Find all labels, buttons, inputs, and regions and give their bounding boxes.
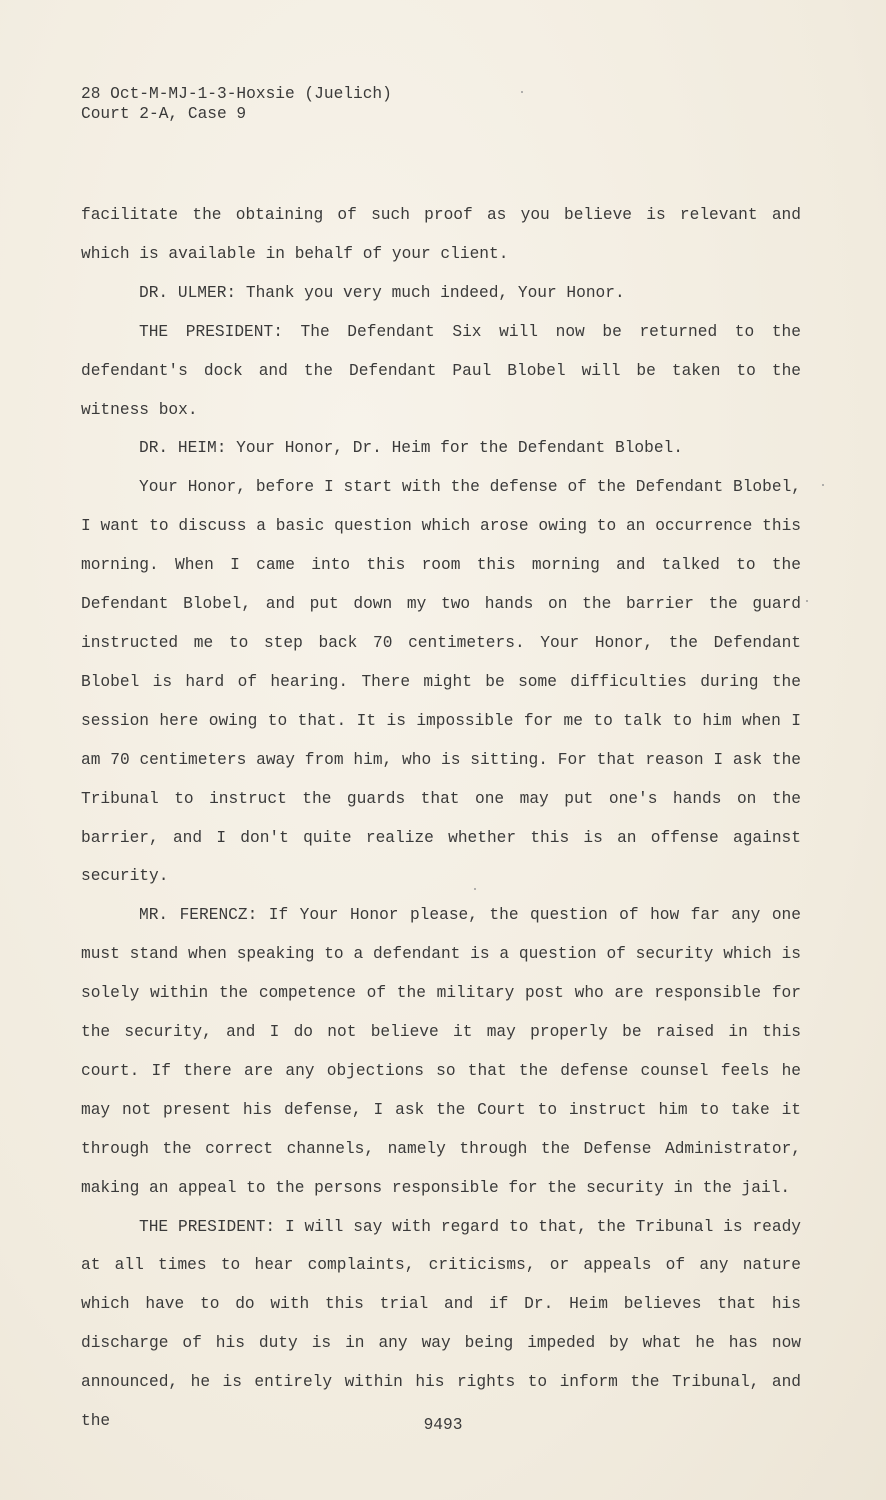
paragraph: THE PRESIDENT: The Defendant Six will now be returned to the defendant's dock and the Defendant Paul Blobel will be taken to the witness box. (81, 322, 801, 419)
paragraph: facilitate the obtaining of such proof as you believe is relevant and which is available in behalf of your client. (81, 206, 801, 263)
paper-speck (474, 888, 476, 890)
document-header (81, 84, 392, 124)
transcript-body (81, 196, 801, 1441)
paragraph: DR. ULMER: Thank you very much indeed, Your Honor. (139, 283, 625, 302)
paragraph: DR. HEIM: Your Honor, Dr. Heim for the Defendant Blobel. (139, 439, 683, 458)
paragraph: Your Honor, before I start with the defense of the Defendant Blobel, I want to discuss a basic question which arose owing to an occurrence this morning. When I came into this room this morning and talked to the Defendant Blobel, and put down my two hands on the barrier the guard instructed me to step back 70 centimeters. Your Honor, the Defendant Blobel is hard of hearing. There might be some difficulties during the session here owing to that. It is impossible for me to talk to him when I am 70 centimeters away from him, who is sitting. For that reason I ask the Tribunal to instruct the guards that one may put one's hands on the barrier, and I don't quite realize whether this is an offense against security. (81, 478, 801, 886)
paragraph: MR. FERENCZ: If Your Honor please, the question of how far any one must stand when speaking to a defendant is a question of security which is solely within the competence of the military post who are responsible for the security, and I do not believe it may properly be raised in this court. If there are any objections so that the defense counsel feels he may not present his defense, I ask the Court to instruct him to take it through the correct channels, namely through the Defense Administrator, making an appeal to the persons responsible for the security in the jail. (81, 906, 801, 1197)
header-line-2: Court 2-A, Case 9 (81, 105, 247, 123)
header-line-1: 28 Oct-M-MJ-1-3-Hoxsie (Juelich) (81, 85, 392, 103)
paper-speck (822, 484, 824, 486)
paragraph: THE PRESIDENT: I will say with regard to that, the Tribunal is ready at all times to hear complaints, criticisms, or appeals of any nature which have to do with this trial and if Dr. Heim believes that his discharge of his duty is in any way being impeded by what he has now announced, he is entirely within his rights to inform the Tribunal, and the (81, 1217, 801, 1431)
paper-speck (806, 600, 808, 602)
paper-speck (521, 91, 523, 93)
page-number: 9493 (423, 1416, 463, 1434)
